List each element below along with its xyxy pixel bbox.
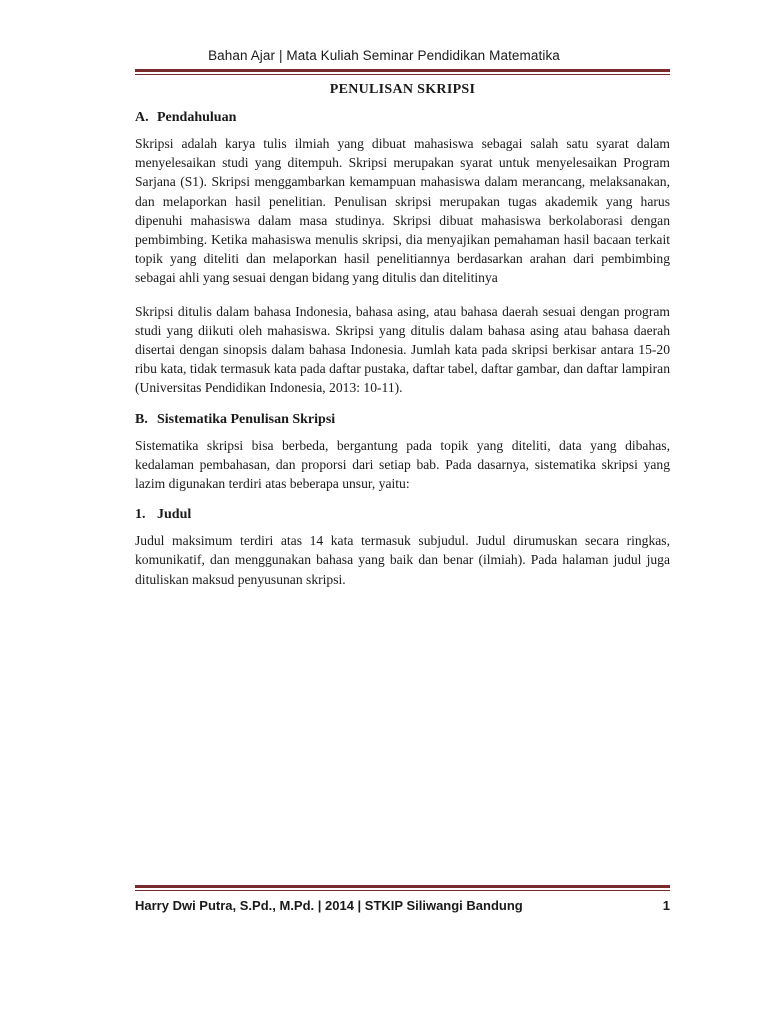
section-b-number: B.: [135, 411, 148, 427]
document-title: PENULISAN SKRIPSI: [329, 82, 476, 97]
footer-rule-thick: [135, 885, 670, 888]
page-number: 1: [662, 898, 670, 913]
section-a-title: Pendahuluan: [157, 110, 237, 125]
subsection-1-title: Judul: [157, 507, 192, 523]
section-b-title: Sistematika Penulisan Skripsi: [157, 411, 336, 427]
section-a-number: A.: [135, 110, 149, 125]
section-a-paragraph-2: Skripsi ditulis dalam bahasa Indonesia, bahasa asing, atau bahasa daerah sesuai dengan program studi yang diikuti oleh mahasiswa. Skripsi yang ditulis dalam bahasa asing atau bahasa daerah disertai dengan sinopsis dalam bahasa Indonesia. Jumlah kata pada skripsi berkisar antara 15-20 ribu kata, tidak termasuk kata pada daftar pustaka, daftar tabel, daftar gambar, dan daftar lampiran (Universitas Pendidikan Indonesia, 2013: 10-11).: [135, 303, 670, 396]
footer-rule-thin: [135, 890, 670, 891]
header-text: Bahan Ajar | Mata Kuliah Seminar Pendidikan Matematika: [208, 48, 560, 63]
page-body: [135, 82, 670, 603]
header-rule-thin: [135, 74, 670, 75]
section-b-heading: [135, 412, 670, 428]
footer-text-row: [135, 898, 670, 913]
section-b-paragraph-1: Sistematika skripsi bisa berbeda, bergantung pada topik yang diteliti, data yang dibahas, kedalaman pembahasan, dan proporsi dari setiap bab. Pada dasarnya, sistematika skripsi yang lazim digunakan terdiri atas beberapa unsur, yaitu:: [135, 437, 670, 492]
subsection-1-number: 1.: [135, 507, 146, 523]
section-a-paragraph-1: Skripsi adalah karya tulis ilmiah yang dibuat mahasiswa sebagai salah satu syarat dalam menyelesaikan studi yang ditempuh. Skripsi merupakan syarat untuk menyelesaikan Program Sarjana (S1). Skripsi menggambarkan kemampuan mahasiswa dalam merancang, melaksanakan, dan melaporkan hasil penelitian. Penulisan skripsi merupakan tugas akademik yang harus dipenuhi mahasiswa dalam masa studinya. Skripsi dibuat mahasiswa berkolaborasi dengan pembimbing. Ketika mahasiswa menulis skripsi, dia menyajikan pemahaman hasil bacaan terkait topik yang diteliti dan melaporkan hasil penelitiannya berdasarkan arahan dari pembimbing sebagai ahli yang sesuai dengan bidang yang ditulis dan ditelitinya: [135, 136, 670, 286]
subsection-1-paragraph-1: Judul maksimum terdiri atas 14 kata termasuk subjudul. Judul dirumuskan secara ringkas, komunikatif, dan menggunakan bahasa yang baik dan benar (ilmiah). Pada halaman judul juga dituliskan maksud penyusunan skripsi.: [135, 533, 670, 587]
section-a-heading: [135, 110, 670, 126]
header-rule-thick: [135, 69, 670, 72]
footer-author-line: Harry Dwi Putra, S.Pd., M.Pd. | 2014 | STKIP Siliwangi Bandung: [135, 898, 523, 913]
subsection-1-heading: [135, 507, 670, 523]
